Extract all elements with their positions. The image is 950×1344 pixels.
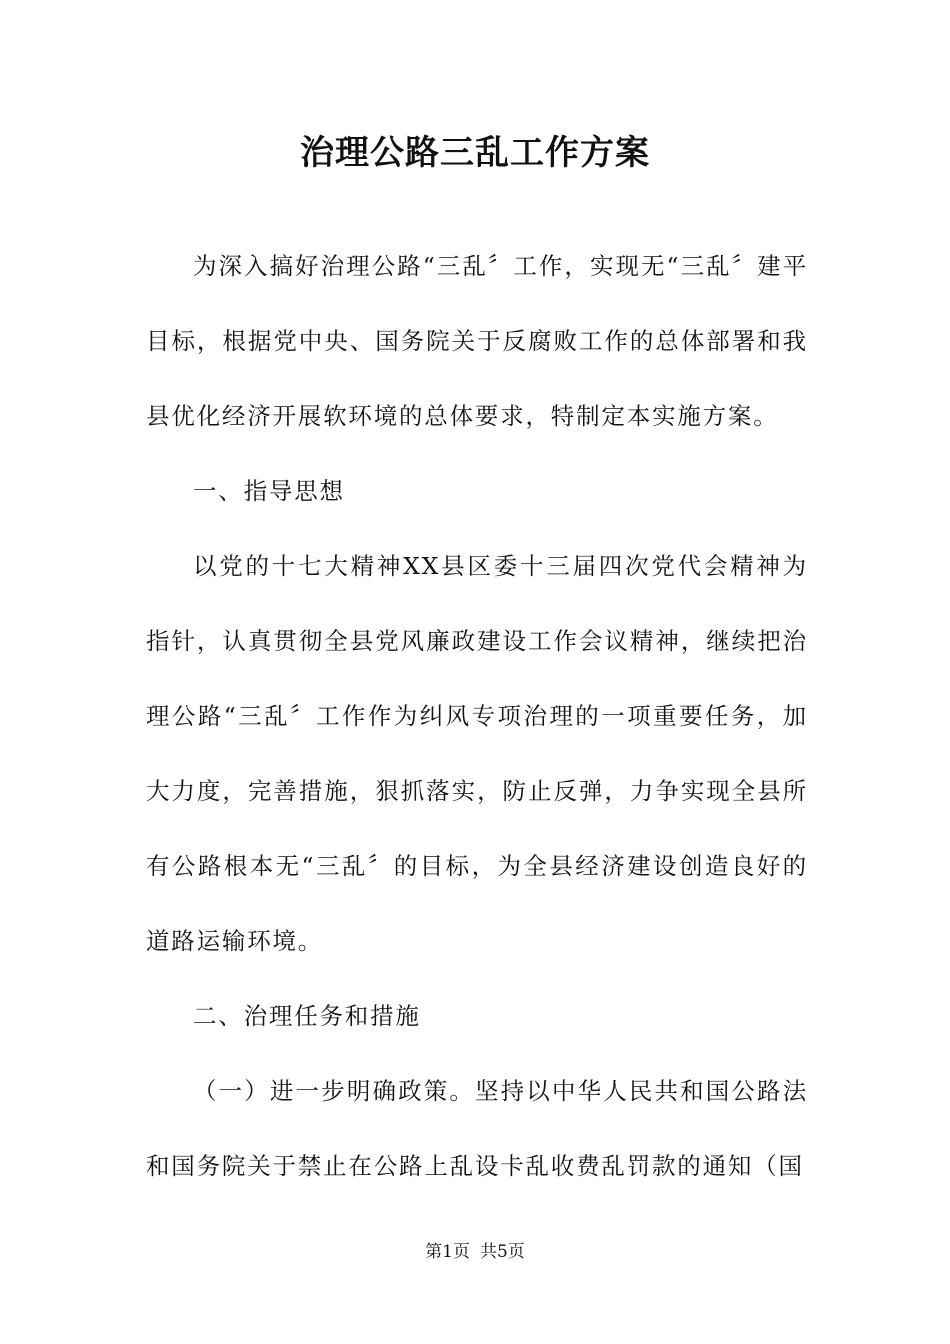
page-footer — [0, 1240, 950, 1264]
section-heading-tasks-measures: 二、治理任务和措施 — [193, 1002, 421, 1030]
page-number: 第1页 — [425, 1242, 470, 1262]
page-total: 共5页 — [480, 1242, 525, 1262]
document-body — [146, 229, 808, 1204]
paragraph-guiding-ideology: 以党的十七大精神XX县区委十三届四次党代会精神为指针，认真贯彻全县党风廉政建设工作会议精神，继续把治理公路“三乱〞工作作为纠风专项治理的一项重要任务，加大力度，完善措施，狠抓落实，防止反弹，力争实现全县所有公路根本无“三乱〞的目标，为全县经济建设创造良好的道路运输环境。 — [146, 552, 808, 955]
paragraph-policy: （一）进一步明确政策。坚持以中华人民共和国公路法和国务院关于禁止在公路上乱设卡乱收费乱罚款的通知（国 — [146, 1077, 808, 1180]
paragraph-intro: 为深入搞好治理公路“三乱〞工作，实现无“三乱〞建平目标，根据党中央、国务院关于反腐败工作的总体部署和我县优化经济开展软环境的总体要求，特制定本实施方案。 — [146, 252, 808, 430]
section-heading-guiding-ideology: 一、指导思想 — [193, 477, 345, 505]
document-title: 治理公路三乱工作方案 — [300, 133, 650, 173]
